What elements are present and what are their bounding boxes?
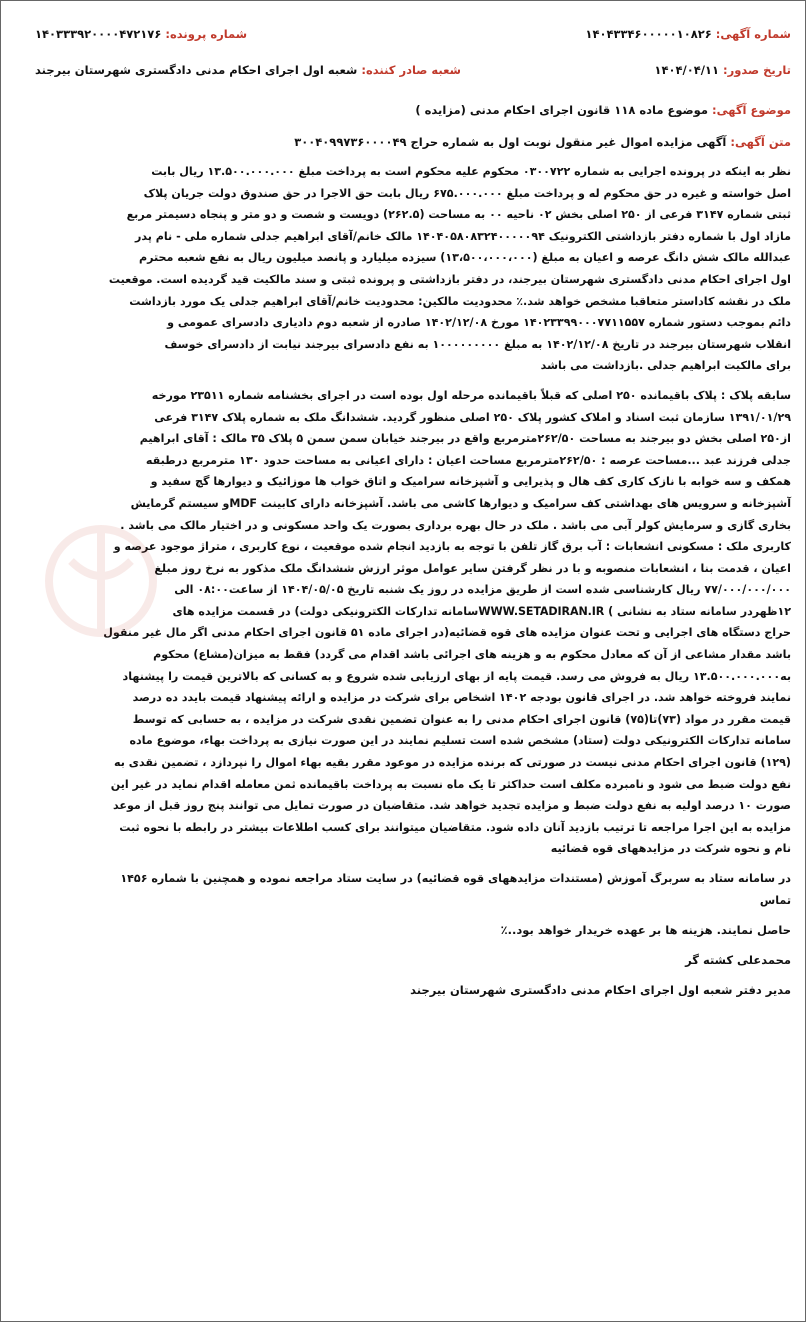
text-line: سامانه تدارکات الکترونیکی دولت (ستاد) مشخص شده است تسلیم نمایند در این صورت نیازی به پرداخت بهاء، موضوع ماده [129, 734, 791, 748]
issuer [35, 63, 461, 77]
text-line: اول اجرای احکام مدنی دادگستری شهرستان بیرجند، در دفتر بازداشتی و پرونده ثبتی و سند مالکیت قید گردیده است. موقعیت [108, 272, 791, 286]
text-line: اصل خواسته و غیره در حق محکوم له و پرداخت مبلغ ۶۷۵.۰۰۰.۰۰۰ ریال بابت حق الاجرا در حق صندوق دولت جریان پلاک [143, 186, 791, 200]
text-line: کاربری ملک : مسکونی انشعابات : آب برق گاز تلفن با توجه به بازدید انجام شده موقعیت ، نوع کاربری ، متراژ موجود عرصه و [113, 540, 791, 554]
signatory-name: محمدعلی کشته گر [685, 953, 791, 968]
text-line: تماس [759, 893, 791, 907]
text-line: باشد مقدار مشاعی از آن که معادل محکوم به و هزینه های اجرائی باشد اقدام می گردد) فقط به میزان(مشاع) محکوم [153, 648, 791, 662]
text-line: حراج دستگاه های اجرایی و تحت عنوان مزایده های قوه قضائیه(در اجرای ماده ۵۱ قانون اجرای احکام مدنی اگر مال غیر منقول [103, 626, 791, 640]
issue-date-value: ۱۴۰۴/۰۴/۱۱ [654, 63, 719, 77]
paragraph-case-details [15, 161, 791, 377]
text-line: نام و نحوه شرکت در مزایدههای قوه قضائیه [550, 842, 791, 856]
text-line: سابقه پلاک : پلاک باقیمانده ۲۵۰ اصلی که قبلاً باقیمانده مرحله اول بوده است در اجرای بخشنامه شماره ۲۳۵۱۱ مورخه [151, 388, 791, 402]
text-line: جدلی فرزند عبد ...مساحت عرصه : ۲۶۲/۵۰مترمربع مساحت اعیان : دارای اعیانی به مساحت حدود ۱۳۰ مترمربع درطبقه [145, 453, 791, 467]
text-line: همکف و سه خوابه با نازک کاری کف هال و پذیرایی و آشپزخانه سرامیک و اتاق خواب ها موزائیک و دیوارها گچ سفید و [150, 475, 791, 489]
text-line: مزایده به این اجرا مراجعه تا ترتیب بازدید آنان داده شود. متقاضیان میتوانند برای کسب اطلاعات بیشتر در رابطه با نحوه ثبت [119, 820, 791, 834]
signatory-title: مدیر دفتر شعبه اول اجرای احکام مدنی دادگستری شهرستان بیرجند [410, 983, 791, 998]
text-line: صورت ۱۰ درصد اولیه به نفع دولت ضبط و مزایده تجدید خواهد شد. متقاضیان در صورت تمایل می توانند پنج روز قبل از موعد [112, 799, 791, 813]
notice-number-label: شماره آگهی: [715, 27, 791, 41]
issue-date-label: تاریخ صدور: [723, 63, 791, 77]
text-line: در سامانه ستاد به سربرگ آموزش (مستندات مزایدههای قوه قضائیه) در سایت ستاد مراجعه نموده و همچنین با شماره ۱۴۵۶ [120, 872, 791, 885]
notice-subject [15, 99, 791, 121]
text-line: نمایند فروخته خواهد شد. در اجرای قانون بودجه ۱۴۰۲ اشخاص برای شرکت در مزایده و ارائه پیشنهاد قیمت بایدد ده درصد [132, 691, 791, 705]
subject-text: موضوع ماده ۱۱۸ قانون اجرای احکام مدنی (مزایده ) [415, 103, 709, 117]
issuer-label: شعبه صادر کننده: [361, 63, 461, 77]
closing-line: حاصل نمایند. هزینه ها بر عهده خریدار خواهد بود..٪ [500, 923, 791, 938]
text-line: دائم بموجب دستور شماره ۱۴۰۲۳۳۹۹۰۰۰۷۷۱۱۵۵۷ مورخ ۱۴۰۲/۱۲/۰۸ صادره از شعبه دوم دادیاری دادسرای عمومی و [167, 316, 791, 330]
text-line: بخاری گازی و سرمایش کولر آبی می باشد . ملک در حال بهره برداری بصورت یک واحد مسکونی و در اختیار مالک می باشد . [120, 518, 791, 532]
body-title-text: آگهی مزایده اموال غیر منقول نوبت اول به شماره حراج ۳۰۰۴۰۹۹۷۳۶۰۰۰۰۴۹ [294, 135, 727, 149]
text-line: (۱۲۹) قانون اجرای احکام مدنی نیست در صورتی که برنده مزایده در موعود مقرر بقیه بهاء اموال را نپردازد ، تضمین نقدی به [114, 756, 791, 770]
issue-date [654, 63, 791, 77]
notice-number [585, 27, 791, 41]
text-line: از۲۵۰ اصلی بخش دو بیرجند به مساحت ۲۶۲/۵۰مترمربع واقع در بیرجند خیابان سمن سمن ۵ پلاک ۳۵ مالک : آقای ابراهیم [139, 432, 791, 446]
header-row-numbers [15, 21, 791, 47]
notice-headline [15, 131, 791, 153]
header-row-issuer [15, 57, 791, 83]
text-line: مازاد اول با شماره دفتر بازداشتی الکترونیک ۱۴۰۴۰۵۸۰۸۳۲۴۰۰۰۰۰۹۴ مالک خانم/آقای ابراهیم جدلی شماره ملی - نام پدر [134, 229, 791, 243]
body-title-label: متن آگهی: [730, 135, 791, 149]
text-line: نفع دولت ضبط می شود و نامبرده مکلف است حداکثر تا یک ماه نسبت به پرداخت باقیمانده ثمن معامله اقدام نماید در غیر این [110, 777, 791, 791]
text-line: اعیان ، قدمت بنا ، انشعابات منصوبه و با در نظر گرفتن سایر عوامل موثر ارزش ششدانگ ملک مذکور به نرخ روز مبلغ [154, 561, 791, 575]
paragraph-property-details [15, 385, 791, 860]
text-line: ۱۲ظهردر سامانه ستاد به نشانی ) WWW.SETADIRAN.IRسامانه تدارکات الکترونیکی دولت) در قسمت مزایده های [172, 604, 791, 618]
text-line: به۱۳.۵۰۰.۰۰۰.۰۰۰ ریال به فروش می رسد. قیمت پایه از بهای ارزیابی شده شروع و به کسانی که بالاترین قیمت را پیشنهاد [122, 669, 791, 683]
text-line: انقلاب شهرستان بیرجند در تاریخ ۱۴۰۲/۱۲/۰۸ به مبلغ ۱۰۰۰۰۰۰۰۰۰ به نفع دادسرای بیرجند نیابت از دادسرای خوسف [164, 337, 791, 351]
text-line: ملک در نقشه کاداستر متعاقبا مشخص خواهد شد.٪ محدودیت مالکین: محدودیت خانم/آقای ابراهیم جدلی یک مورد بازداشت [129, 294, 791, 308]
case-number-label: شماره پرونده: [165, 27, 248, 41]
text-line: عبدالله مالک شش دانگ عرصه و اعیان به مبلغ (۱۳،۵۰۰،۰۰۰،۰۰۰) سیزده میلیارد و پانصد میلیون ریال به نفع شعبه محترم [138, 251, 791, 265]
text-line: آشپزخانه و سرویس های بهداشتی کف سرامیک و دیوارها کاشی می باشد. آشپزخانه دارای کابینت MDFو سیستم گرمایش [130, 496, 791, 510]
case-number [35, 27, 247, 41]
paragraph-contact [15, 868, 791, 911]
notice-number-value: ۱۴۰۴۳۳۴۶۰۰۰۰۰۱۰۸۲۶ [585, 27, 712, 41]
case-number-value: ۱۴۰۳۳۳۹۲۰۰۰۰۴۷۲۱۷۶ [35, 27, 162, 41]
text-line: ۱۳۹۱/۰۱/۲۹ سازمان ثبت اسناد و املاک کشور پلاک ۲۵۰ اصلی منظور گردید. ششدانگ ملک به شماره پلاک ۳۱۴۷ فرعی [154, 410, 791, 424]
issuer-value: شعبه اول اجرای احکام مدنی دادگستری شهرستان بیرجند [35, 63, 358, 77]
text-line: ۷۷/۰۰۰/۰۰۰/۰۰۰ ریال کارشناسی شده است از طریق مزایده در روز یک شنبه تاریخ ۱۴۰۴/۰۵/۰۵ از ساعت۰۸:۰۰ الی [174, 583, 791, 597]
subject-label: موضوع آگهی: [712, 103, 791, 117]
text-line: نظر به اینکه در پرونده اجرایی به شماره ۰۳۰۰۷۲۲ محکوم علیه محکوم است به پرداخت مبلغ ۱۳.۵۰۰.۰۰۰.۰۰۰ ریال بابت [151, 165, 791, 178]
text-line: برای مالکیت ابراهیم جدلی .بازداشت می باشد [540, 359, 791, 373]
text-line: ثبتی شماره ۳۱۴۷ فرعی از ۲۵۰ اصلی بخش ۰۲ ناحیه ۰۰ به مساحت (۲۶۲.۵) دویست و شصت و دو متر و پنجاه دسیمتر مربع [126, 208, 791, 222]
text-line: قیمت مقرر در مواد (۷۳)تا(۷۵) قانون اجرای احکام مدنی را به عنوان تضمین نقدی شرکت در مزایده ، به حسابی که توسط [132, 712, 791, 726]
